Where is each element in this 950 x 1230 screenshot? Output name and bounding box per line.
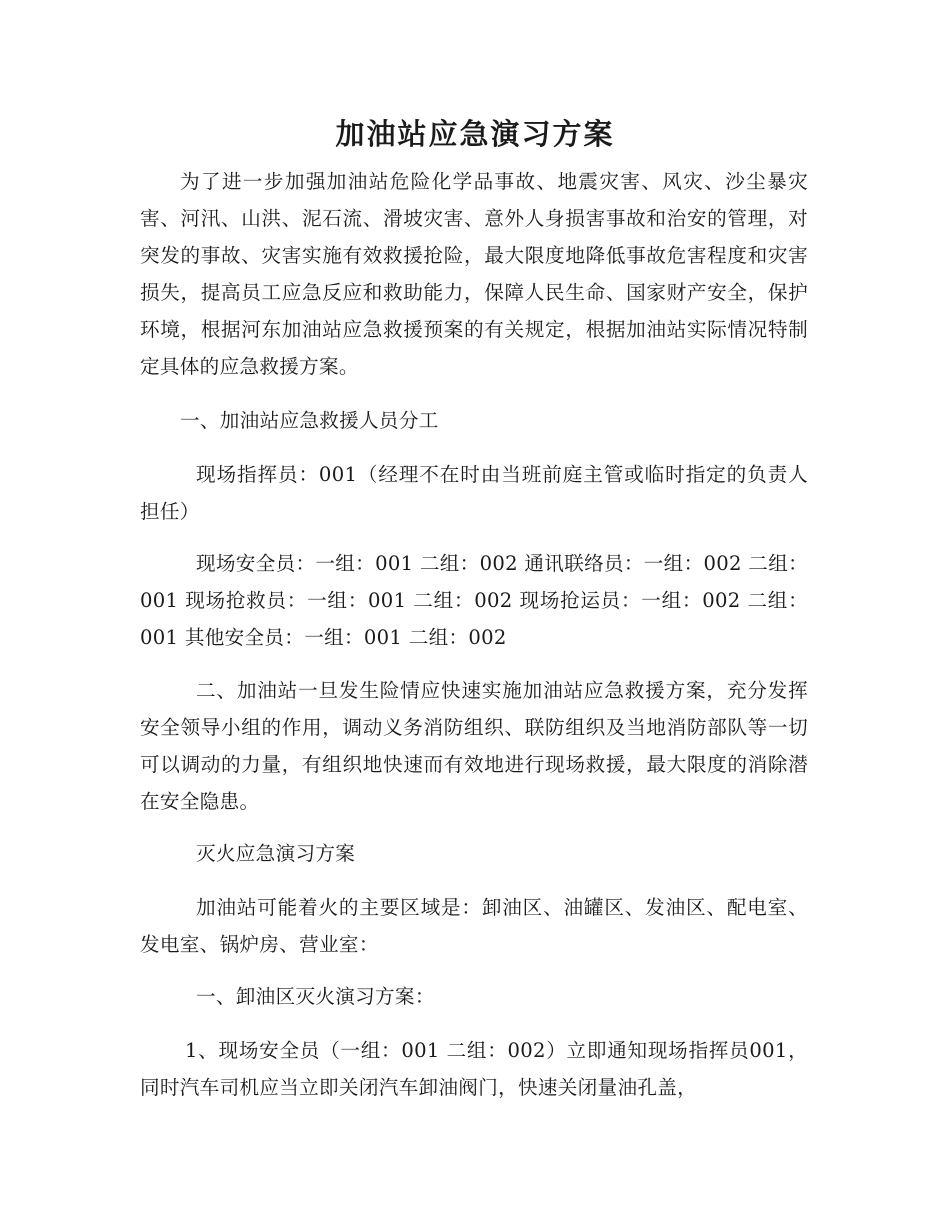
section-heading-staff: 一、加油站应急救援人员分工 <box>180 409 439 432</box>
staff-roles-paragraph: 现场安全员：一组：001 二组：002 通讯联络员：一组：002 二组：001 现场抢救员：一组：001 二组：002 现场抢运员：一组：002 二组：001 其他安全员：一组：001 二组：002 <box>140 552 808 649</box>
section-heading-fire-drill: 灭火应急演习方案 <box>196 842 356 865</box>
intro-paragraph: 为了进一步加强加油站危险化学品事故、地震灾害、风灾、沙尘暴灾害、河汛、山洪、泥石流、滑坡灾害、意外人身损害事故和治安的管理，对突发的事故、灾害实施有效救援抢险，最大限度地降低事故危害程度和灾害损失，提高员工应急反应和救助能力，保障人民生命、国家财产安全，保护环境，根据河东加油站应急救援预案的有关规定，根据加油站实际情况特制定具体的应急救援方案。 <box>140 170 808 378</box>
commander-paragraph: 现场指挥员：001（经理不在时由当班前庭主管或临时指定的负责人担任） <box>140 463 808 523</box>
unloading-step-1: 1、现场安全员（一组：001 二组：002）立即通知现场指挥员001，同时汽车司机应当立即关闭汽车卸油阀门，快速关闭量油孔盖， <box>140 1039 808 1099</box>
fire-areas-paragraph: 加油站可能着火的主要区域是：卸油区、油罐区、发油区、配电室、发电室、锅炉房、营业室： <box>140 896 808 956</box>
document-title: 加油站应急演习方案 <box>335 117 615 151</box>
emergency-response-paragraph: 二、加油站一旦发生险情应快速实施加油站应急救援方案，充分发挥安全领导小组的作用，调动义务消防组织、联防组织及当地消防部队等一切可以调动的力量，有组织地快速而有效地进行现场救援，最大限度的消除潜在安全隐患。 <box>140 679 808 813</box>
section-heading-unloading: 一、卸油区灭火演习方案： <box>196 985 435 1008</box>
